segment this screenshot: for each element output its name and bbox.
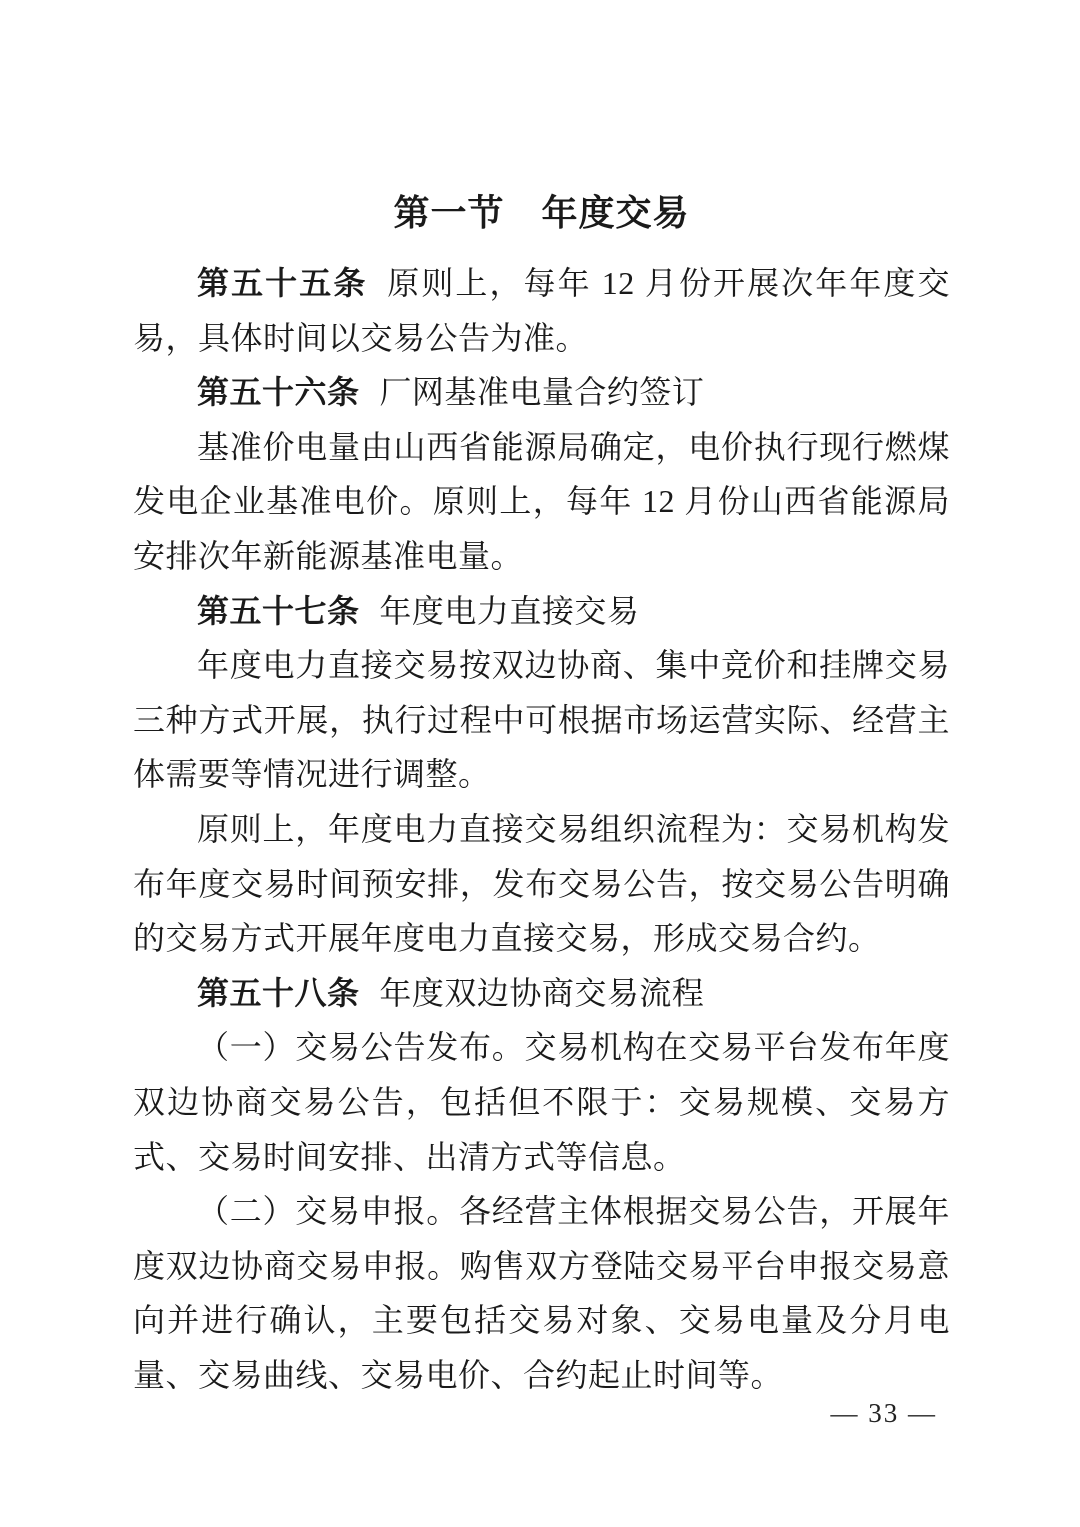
page-number: — 33 — xyxy=(830,1398,937,1428)
article-number: 第五十五条 xyxy=(197,265,368,301)
body-paragraph: 原则上，年度电力直接交易组织流程为：交易机构发布年度交易时间预安排，发布交易公告，按交易公告明确的交易方式开展年度电力直接交易，形成交易合约。 xyxy=(133,810,950,957)
body-paragraph: （二）交易申报。各经营主体根据交易公告，开展年度双边协商交易申报。购售双方登陆交易平台申报交易意向并进行确认，主要包括交易对象、交易电量及分月电量、交易曲线、交易电价、合约起止时间等。 xyxy=(133,1193,950,1393)
article-number: 第五十七条 xyxy=(197,592,360,629)
article-paragraph: 第五十六条 厂网基准电量合约签订 xyxy=(197,374,705,411)
body-paragraph: 基准价电量由山西省能源局确定，电价执行现行燃煤发电企业基准电价。原则上，每年 12 月份山西省能源局安排次年新能源基准电量。 xyxy=(133,428,950,574)
article-paragraph: 第五十五条 原则上，每年 12 月份开展次年年度交易，具体时间以交易公告为准。 xyxy=(133,265,950,356)
body-paragraph: （一）交易公告发布。交易机构在交易平台发布年度双边协商交易公告，包括但不限于：交易规模、交易方式、交易时间安排、出清方式等信息。 xyxy=(133,1029,950,1175)
article-number: 第五十八条 xyxy=(197,974,360,1011)
document-body xyxy=(133,256,950,1402)
article-number: 第五十六条 xyxy=(197,374,360,411)
article-paragraph: 第五十七条 年度电力直接交易 xyxy=(197,592,640,629)
article-paragraph: 第五十八条 年度双边协商交易流程 xyxy=(197,974,705,1011)
body-paragraph: 年度电力直接交易按双边协商、集中竞价和挂牌交易三种方式开展，执行过程中可根据市场运营实际、经营主体需要等情况进行调整。 xyxy=(133,647,950,793)
section-heading: 第一节 年度交易 xyxy=(393,193,690,233)
